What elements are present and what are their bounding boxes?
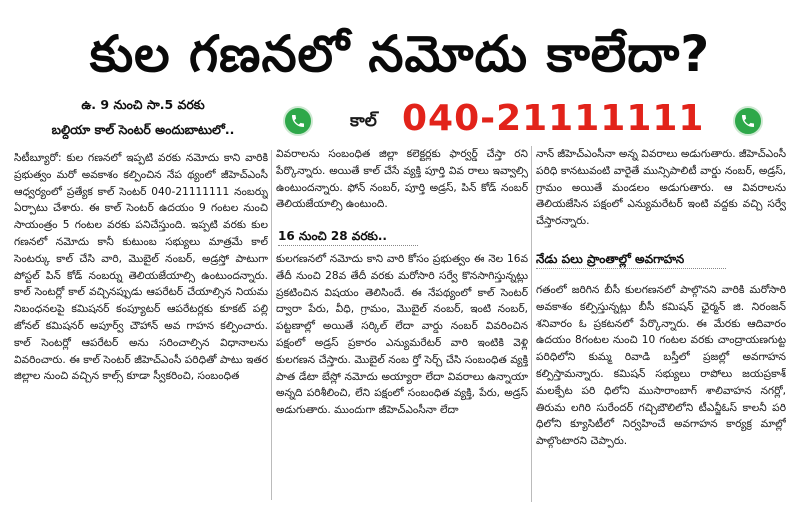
- article-paragraph: కులగణనలో నమోదు కాని వారి కోసం ప్రభుత్వం ఈ నెల 16వ తేదీ నుంచి 28వ తేదీ వరకు మరోసారి సర్వే కొనసాగిస్తున్నట్లు ప్రకటించిన విషయం తెలిసిందే. ఈ నేపథ్యంలో కాల్ సెంటర్ ద్వారా పేరు, వీధి, గ్రామం, మొబైల్ నంబర్, ఇంటి నంబర్, పట్టణాల్లో అయితే సర్కిల్ లేదా వార్డు నంబర్ వివరించిన పక్షంలో అడ్రస్ ప్రకారం ఎన్యుమరేటర్ వారి ఇంటికి వెళ్లి కులగణన చేస్తారు. మొబైల్ నంబ ర్తో సెర్చ్ చేసి సంబంధిత వ్యక్తి పాత డేటా బేస్లో నమోదు అయ్యారా లేదా వివరాలు ఉన్నాయా అన్నది పరిశీలించి, లేని పక్షంలో సంబంధిత వ్యక్తి, పేరు, అడ్రస్ అడుగుతారు. ముందుగా జీహెచ్ఎంసీనా లేదా: [276, 253, 528, 417]
- timing-text: ఉ. 9 నుంచి సా.5 వరకు: [81, 97, 205, 112]
- article-column-2: [276, 146, 528, 218]
- call-label: కాల్: [350, 111, 377, 131]
- article-column-3-continued: [536, 282, 786, 502]
- subheading: 16 నుంచి 28 వరకు..: [278, 227, 418, 246]
- phone-icon: [733, 106, 763, 136]
- article-column-1: [14, 150, 268, 506]
- article-paragraph: సిటీబ్యూరో: కుల గణనలో ఇప్పటి వరకు నమోదు కాని వారికి ప్రభుత్వం మరో అవకాశం కల్పించిన నేప థ్యంలో జీహెచ్ఎంసీ ఆధ్వర్యంలో ప్రత్యేక కాల్ సెంటర్ 040-21111111 నంబర్ను ఏర్పాటు చేశారు. ఈ కాల్ సెంటర్ ఉదయం 9 గంటల నుంచి సాయంత్రం 5 గంటల వరకు పనిచేస్తుంది. ఇప్పటి వరకు కుల గణనలో నమోదు కానీ కుటుంబ సభ్యులు మాత్రమే కాల్ సెంటర్కు కాల్ చేసి వారి, మొబైల్ నంబర్, అడ్రస్తో పాటుగా పోస్టల్ పిన్ కోడ్ నంబర్ను తెలియజేయాల్సి ఉంటుందన్నారు. కాల్ సెంటర్లో కాల్ వచ్చినప్పుడు ఆపరేటర్ చేయాల్సిన నియమ నిబంధనలపై కమిషనర్ కంప్యూటర్ ఆపరేటర్లకు కూకట్ పల్లి జోనల్ కమిషనర్ అపూర్వ్ చౌహాన్ అవ గాహన కల్పించారు. కాల్ సెంటర్లో ఆపరేటర్ అను సరించాల్సిన విధానాలను వివరించారు. ఈ కాల్ సెంటర్ జీహెచ్ఎంసీ పరిధితో పాటు ఇతర జిల్లాల నుంచి వచ్చిన కాల్స్ కూడా స్వీకరించి, సంబంధిత: [14, 152, 268, 383]
- article-paragraph: వివరాలను సంబంధిత జిల్లా కలెక్టర్లకు ఫార్వర్డ్ చేస్తా రని పేర్కొన్నారు. అయితే కాల్ చేసే వ్యక్తి పూర్తి వివ రాలు ఇవ్వాల్సి ఉంటుందన్నారు. ఫోన్ నంబర్, పూర్తి అడ్రస్, పిన్ కోడ్ నంబర్ తెలియజేయాల్సి ఉంటుంది.: [276, 148, 528, 211]
- article-column-3: [536, 146, 786, 234]
- availability-text: బల్దియా కాల్ సెంటర్ అందుబాటులో..: [51, 122, 235, 137]
- column-divider: [531, 146, 532, 502]
- phone-icon: [283, 106, 313, 136]
- call-number: 040-21111111: [402, 98, 705, 139]
- article-paragraph: గతంలో జరిగిన బీసీ కులగణనలో పాల్గొనని వారికి మరోసారి అవకాశం కల్పిస్తున్నట్లు బీసీ కమిషన్ ఛైర్మన్ జి. నిరంజన్ శనివారం ఓ ప్రకటనలో పేర్కొన్నారు. ఈ మేరకు ఆదివారం ఉదయం 8గంటల నుంచి 10 గంటల వరకు చాంద్రాయణగుట్ట పరిధిలోని కుమ్మ రివాడి బస్తీలో ప్రజల్లో అవగాహన కల్పిస్తామన్నారు. కమిషన్ సభ్యులు రాపోలు జయప్రకాశ్ మలక్పేట పరి ధిలోని ముసారాంబాగ్ శాలివాహన నగర్లో, తిరుమ లగిరి సురేందర్ గచ్చిబౌలిలోని టీఎన్జీఓస్ కాలనీ పరి ధిలోని క్యూసిటీలో నిర్వహించే అవగాహన కార్యక్ర మాల్లో పాల్గొంటారని చెప్పారు.: [536, 284, 786, 448]
- column-divider: [271, 150, 272, 500]
- article-column-2-continued: [276, 251, 528, 501]
- headline: కుల గణనలో నమోదు కాలేదా?: [89, 25, 711, 83]
- subheading: నేడు పలు ప్రాంతాల్లో అవగాహన: [536, 250, 726, 269]
- article-paragraph: నాన్ జీహెచ్ఎంసీనా అన్న వివరాలు అడుగుతారు. జీహెచ్ఎంసీ పరిధి కానటువంటి వారైతే మున్సిపాలిటీ వార్డు నంబర్, అడ్రస్, గ్రామం అయితే మండలం అడుగుతారు. ఆ వివరాలను తెలియజేసిన పక్షంలో ఎన్యుమరేటర్ ఇంటి వద్దకు వచ్చి సర్వే చేస్తారన్నారు.: [536, 148, 786, 228]
